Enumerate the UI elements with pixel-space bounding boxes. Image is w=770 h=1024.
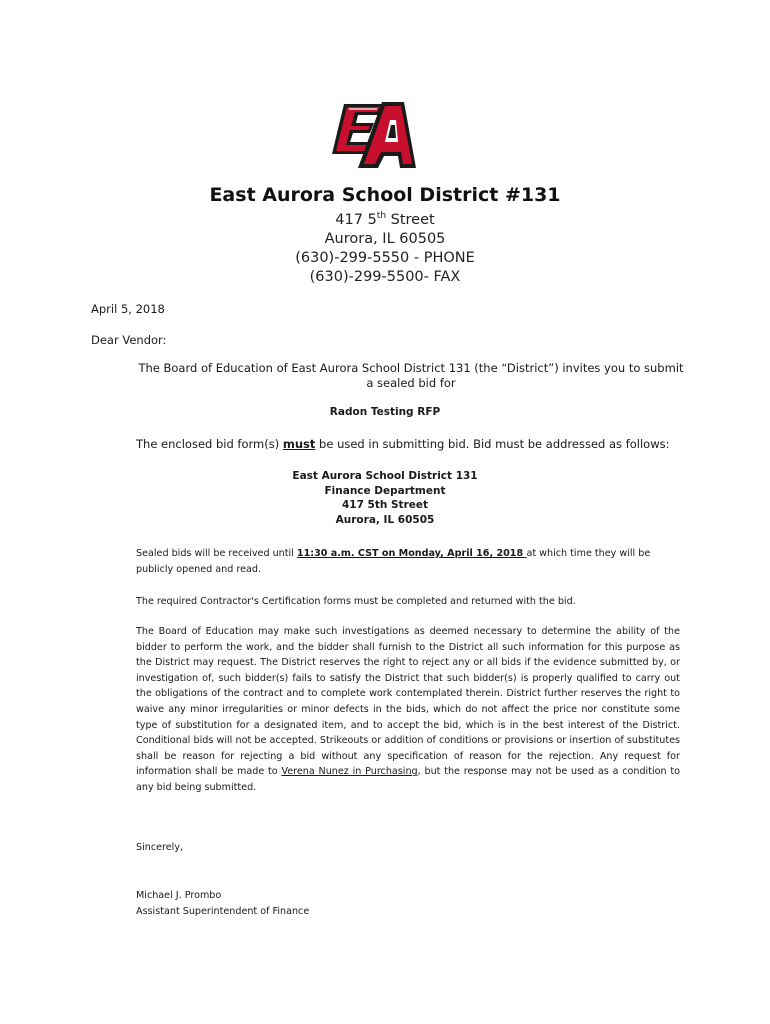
street-ordinal: th: [376, 211, 387, 221]
city-line: Aurora, IL 60505: [324, 231, 446, 247]
mailing-line-3: 417 5th Street: [341, 499, 429, 511]
enclosed-forms-paragraph: [136, 437, 669, 451]
street-name: Street: [386, 212, 435, 228]
signature-block: [136, 888, 309, 919]
enclosed-text-start: The enclosed bid form(s): [136, 437, 283, 451]
street-address: [0, 207, 770, 230]
letter-date: April 5, 2018: [91, 302, 165, 316]
signer-name: Michael J. Prombo: [136, 890, 222, 901]
letterhead: [0, 183, 770, 287]
mailing-line-4: Aurora, IL 60505: [335, 513, 435, 526]
fax-line: (630)-299-5500- FAX: [309, 269, 461, 285]
street-number: 417 5: [335, 212, 377, 228]
certification-paragraph: The required Contractor's Certification forms must be completed and returned with the bid.: [136, 596, 576, 607]
board-investigation-paragraph: [136, 624, 680, 796]
phone-line: (630)-299-5550 - PHONE: [295, 250, 475, 266]
sealed-bids-paragraph: [136, 546, 680, 577]
sealed-text-end: at which time they will be publicly opened and read.: [136, 548, 651, 575]
must-emphasis: must: [282, 437, 316, 451]
mailing-address: [0, 469, 770, 527]
signer-title: Assistant Superintendent of Finance: [136, 905, 310, 917]
salutation: Dear Vendor:: [91, 333, 167, 347]
board-text-start: The Board of Education may make such investigations as deemed necessary to determine the ability of the bidder to perform the work, and the bidder shall furnish to the District all such information for this purpose as the District may request. The District reserves the right to reject any or all bids if the evidence submitted by, or investigation of, such bidder(s) fails to satisfy the District that such bidder(s) is properly qualified to carry out the obligations of the contract and to complete work contemplated therein. District further reserves the right to waive any minor irregularities or minor defects in the bids, which do not affect the price nor constitute some type of substitution for a designated item, and to accept the bid, which is in the best interest of the District. Conditional bids will not be accepted. Strikeouts or addition of conditions or provisions or insertion of substitutes shall be reason for rejecting a bid without any specification of reason for the rejection. Any request for information shall be made to: [136, 626, 680, 778]
closing: Sincerely,: [136, 842, 184, 853]
district-name: East Aurora School District #131: [209, 184, 561, 206]
intro-paragraph: The Board of Education of East Aurora School District 131 (the “District”) invites you to submit a sealed bid for: [138, 361, 684, 390]
purchasing-contact: Verena Nunez in Purchasing: [281, 766, 418, 778]
enclosed-text-end: be used in submitting bid. Bid must be addressed as follows:: [315, 437, 670, 451]
sealed-text-start: Sealed bids will be received until: [136, 548, 297, 559]
district-logo: [330, 98, 420, 174]
bid-deadline: 11:30 a.m. CST on Monday, April 16, 2018: [296, 548, 527, 559]
rfp-title: Radon Testing RFP: [329, 406, 441, 418]
mailing-line-1: East Aurora School District 131: [292, 470, 478, 482]
board-text-end: , but the response may not be used as a condition to any bid being submitted.: [136, 766, 681, 793]
mailing-line-2: Finance Department: [324, 484, 446, 497]
